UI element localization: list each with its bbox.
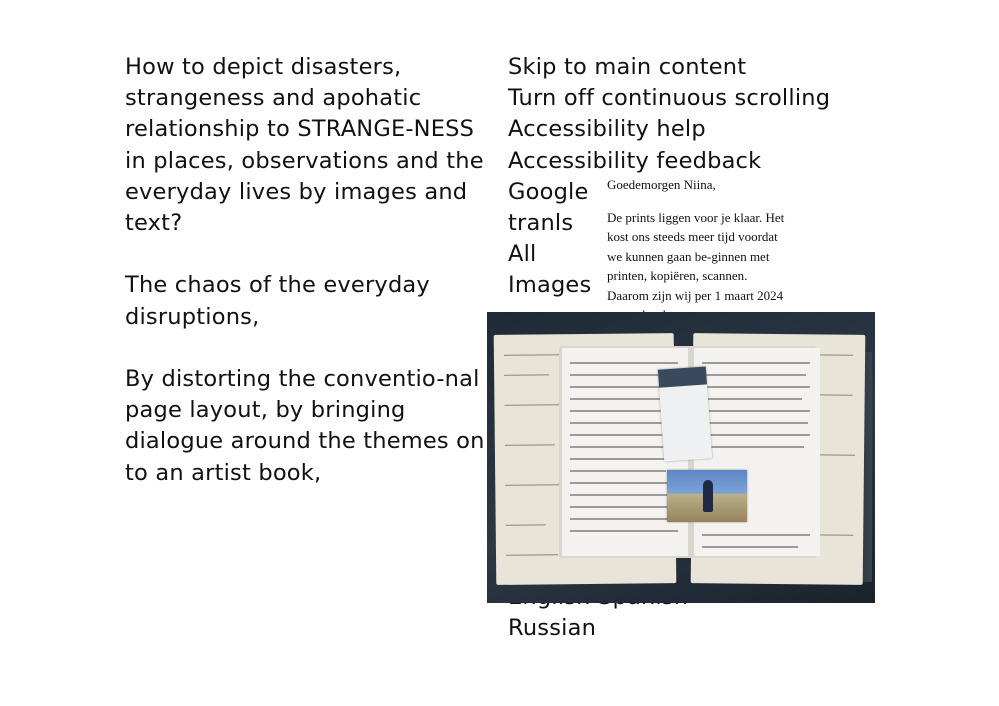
tram-ticket: [658, 366, 712, 461]
paragraph-chaos: The chaos of the everyday disruptions,: [125, 272, 430, 330]
translate-link[interactable]: tranls: [508, 210, 574, 237]
letter-body: De prints liggen voor je klaar. Het kost ons steeds meer tijd voordat we kunnen gaan be-ginnen met printen, kopiëren, scannen. Daarom zijn wij per 1 maart 2024: [607, 209, 785, 303]
language-russian[interactable]: Russian: [508, 615, 597, 642]
accessibility-feedback-link[interactable]: Accessibility feedback: [508, 147, 762, 174]
tab-images[interactable]: Images: [508, 272, 592, 299]
paragraph-distorting: By distorting the conventio-nal page layout, by bringing dialogue around the themes on to an artist book,: [125, 366, 485, 486]
letter-greeting: Goedemorgen Niina,: [607, 177, 716, 192]
left-column: [125, 52, 485, 520]
continuous-scrolling-link[interactable]: Turn off continuous scrolling: [508, 85, 831, 112]
snapshot-photo: [667, 470, 747, 522]
accessibility-help-link[interactable]: Accessibility help: [508, 116, 706, 143]
tab-all[interactable]: All: [508, 241, 537, 268]
paragraph-question: How to depict disasters, strangeness and apohatic relationship to STRANGE-NESS in places, observations and the everyday lives by images and text?: [125, 54, 484, 237]
google-link[interactable]: Google: [508, 178, 589, 205]
skip-to-main-link[interactable]: Skip to main content: [508, 54, 747, 80]
artist-book-photo: [487, 312, 875, 603]
book-right-page: [694, 348, 820, 556]
